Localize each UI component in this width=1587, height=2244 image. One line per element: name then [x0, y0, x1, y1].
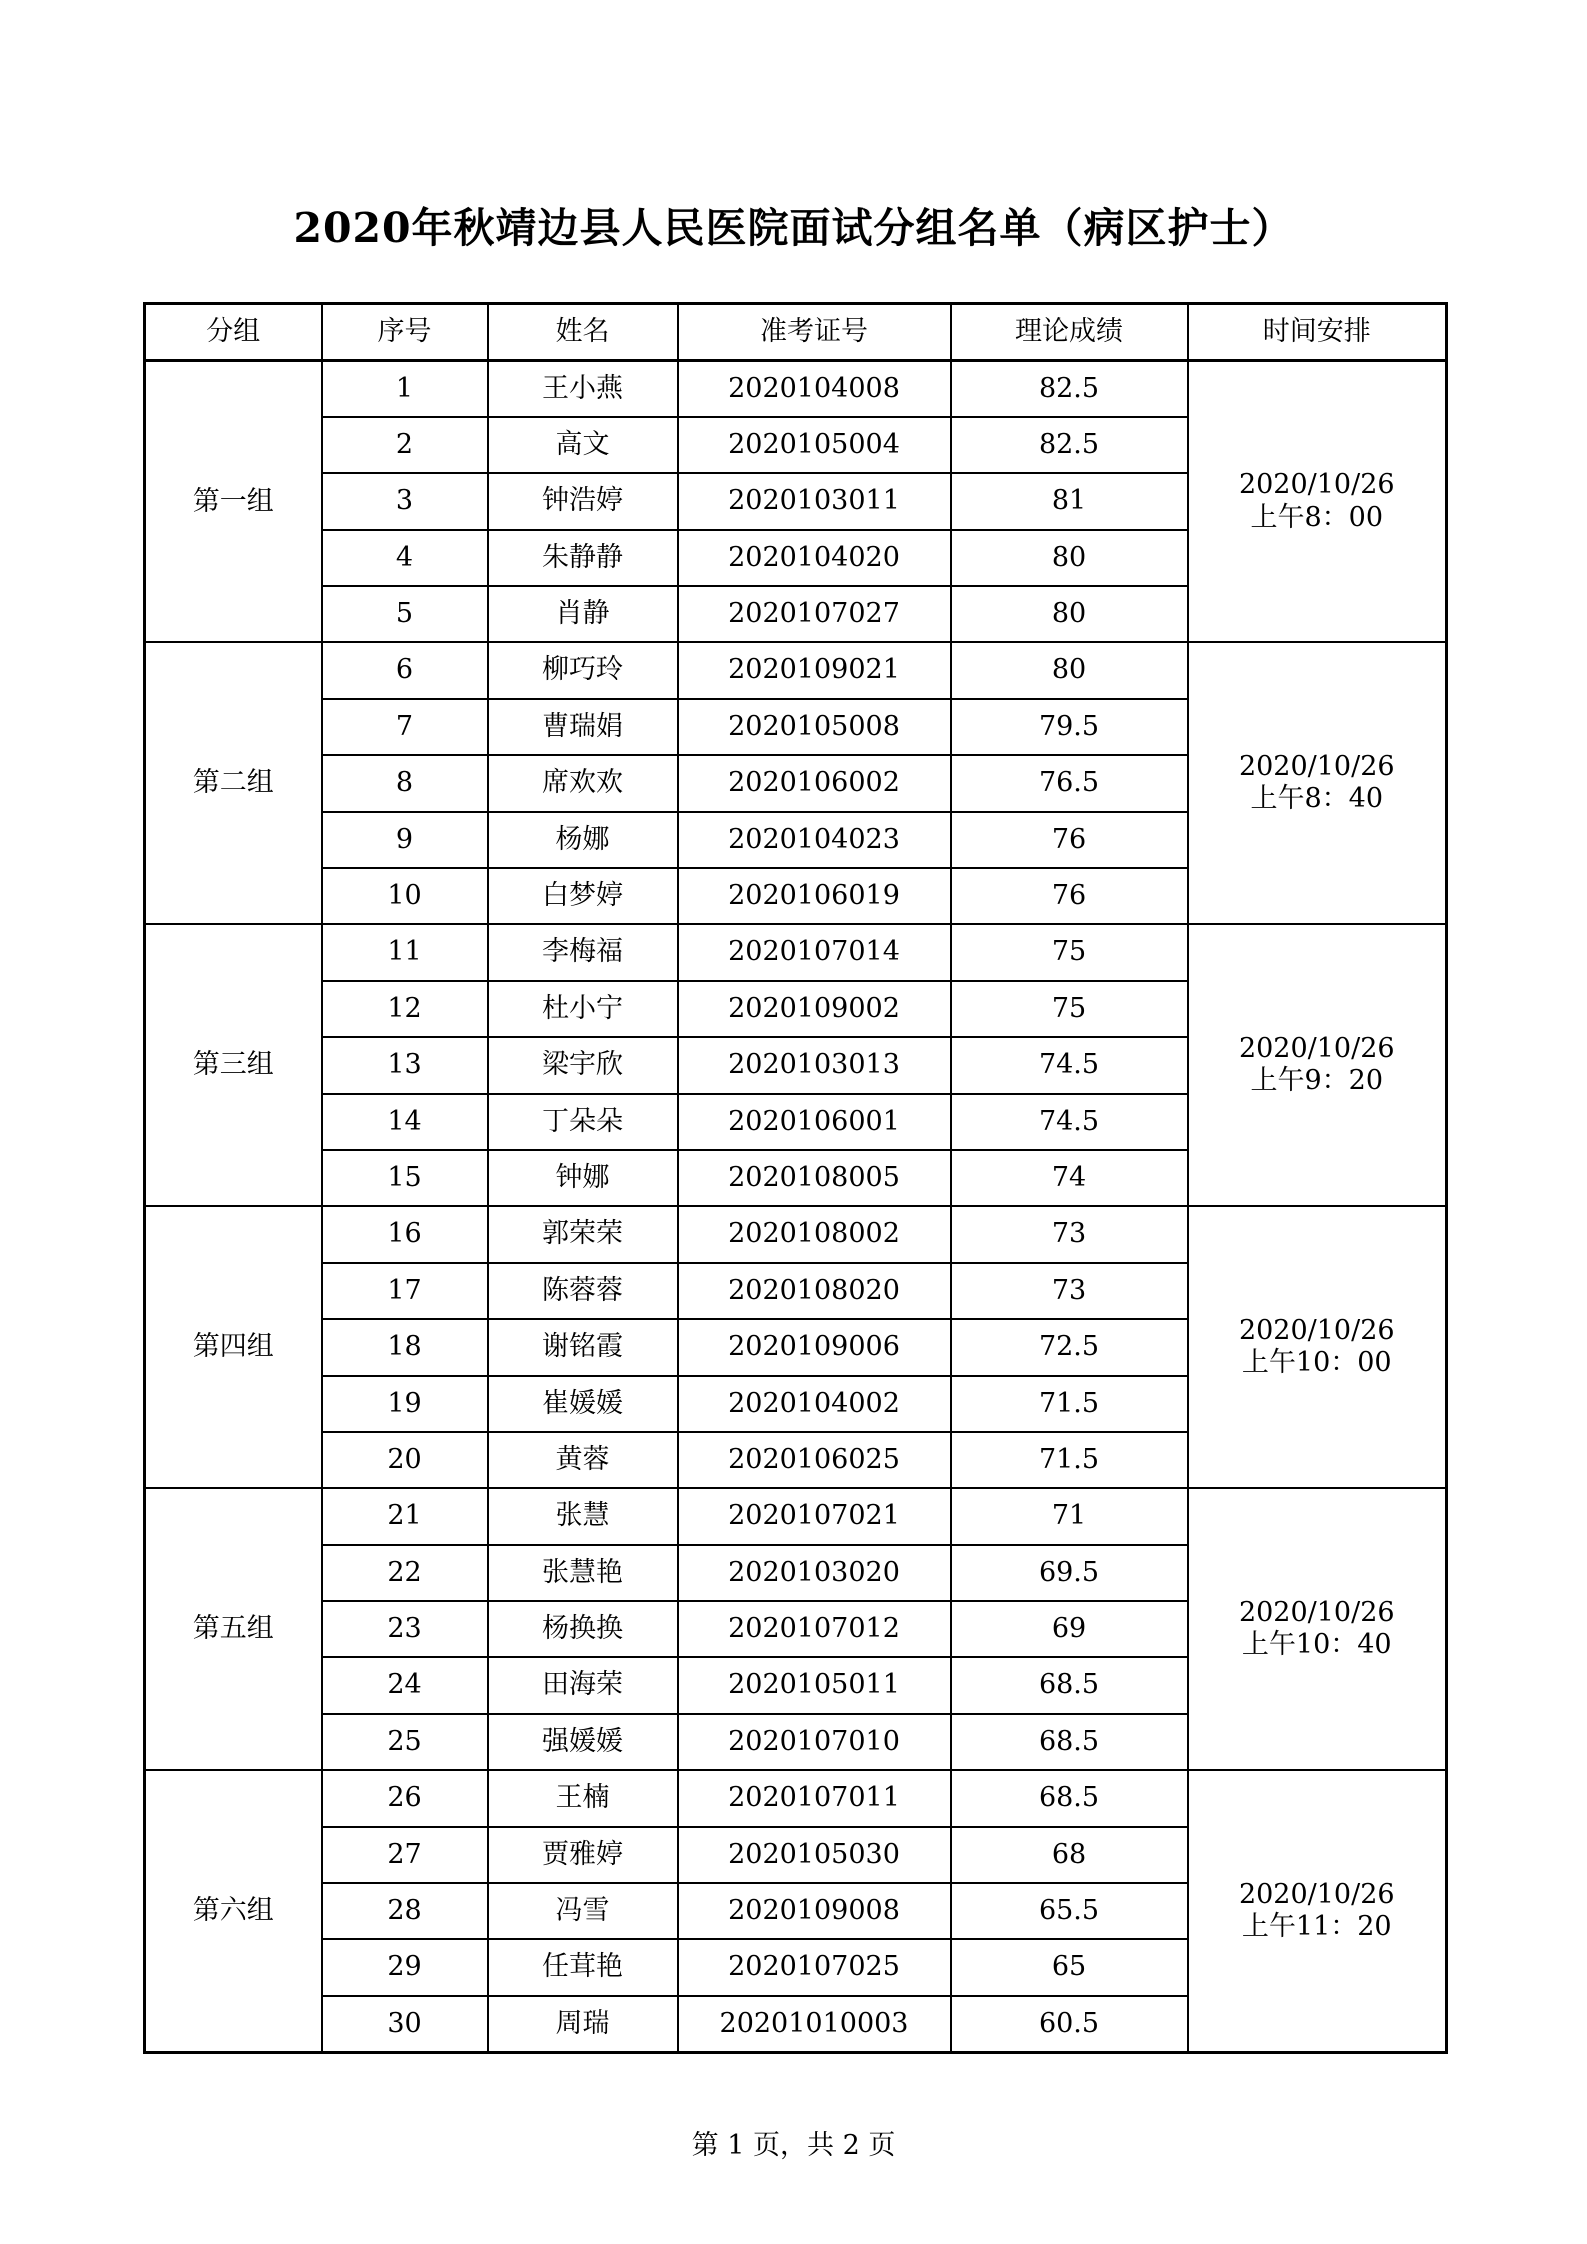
header-exam-id: 准考证号 [678, 304, 951, 361]
header-group: 分组 [145, 304, 322, 361]
score-cell: 80 [951, 642, 1188, 698]
exam-id-cell: 2020104002 [678, 1376, 951, 1432]
exam-id-cell: 2020105011 [678, 1657, 951, 1713]
exam-id-cell: 2020109008 [678, 1883, 951, 1939]
candidate-name-cell: 丁朵朵 [488, 1094, 678, 1150]
group-name-cell: 第六组 [145, 1770, 322, 2052]
score-cell: 68.5 [951, 1770, 1188, 1826]
schedule-date: 2020/10/26 [1238, 1314, 1395, 1346]
header-number: 序号 [322, 304, 488, 361]
row-number-cell: 15 [322, 1150, 488, 1206]
schedule-date: 2020/10/26 [1238, 469, 1395, 501]
exam-id-cell: 2020105030 [678, 1827, 951, 1883]
table-row [145, 642, 1447, 698]
score-cell: 80 [951, 530, 1188, 586]
exam-id-cell: 2020108002 [678, 1206, 951, 1262]
header-schedule: 时间安排 [1188, 304, 1447, 361]
row-number-cell: 6 [322, 642, 488, 698]
candidate-name-cell: 柳巧玲 [488, 642, 678, 698]
row-number-cell: 11 [322, 924, 488, 980]
candidate-name-cell: 强媛媛 [488, 1714, 678, 1770]
score-cell: 69 [951, 1601, 1188, 1657]
schedule-cell [1188, 361, 1447, 643]
candidate-name-cell: 周瑞 [488, 1996, 678, 2052]
score-cell: 75 [951, 924, 1188, 980]
schedule-date: 2020/10/26 [1238, 1032, 1395, 1064]
exam-id-cell: 20201010003 [678, 1996, 951, 2052]
candidate-name-cell: 张慧 [488, 1488, 678, 1544]
candidate-name-cell: 梁宇欣 [488, 1037, 678, 1093]
row-number-cell: 30 [322, 1996, 488, 2052]
schedule-time: 上午8：40 [1250, 783, 1384, 815]
table-row [145, 1206, 1447, 1262]
candidate-name-cell: 王楠 [488, 1770, 678, 1826]
score-cell: 75 [951, 981, 1188, 1037]
table-body [145, 361, 1447, 2053]
row-number-cell: 23 [322, 1601, 488, 1657]
row-number-cell: 19 [322, 1376, 488, 1432]
row-number-cell: 8 [322, 755, 488, 811]
score-cell: 71 [951, 1488, 1188, 1544]
score-cell: 71.5 [951, 1432, 1188, 1488]
schedule-date: 2020/10/26 [1238, 1596, 1395, 1628]
exam-id-cell: 2020107014 [678, 924, 951, 980]
candidate-name-cell: 李梅福 [488, 924, 678, 980]
row-number-cell: 4 [322, 530, 488, 586]
candidate-name-cell: 贾雅婷 [488, 1827, 678, 1883]
exam-id-cell: 2020107021 [678, 1488, 951, 1544]
header-score: 理论成绩 [951, 304, 1188, 361]
candidate-name-cell: 肖静 [488, 586, 678, 642]
group-name-cell: 第一组 [145, 361, 322, 643]
exam-id-cell: 2020106019 [678, 868, 951, 924]
candidate-name-cell: 黄蓉 [488, 1432, 678, 1488]
row-number-cell: 5 [322, 586, 488, 642]
group-name-cell: 第三组 [145, 924, 322, 1206]
score-cell: 71.5 [951, 1376, 1188, 1432]
candidate-name-cell: 冯雪 [488, 1883, 678, 1939]
score-cell: 79.5 [951, 699, 1188, 755]
exam-id-cell: 2020107025 [678, 1939, 951, 1995]
candidate-name-cell: 高文 [488, 417, 678, 473]
schedule-time: 上午9：20 [1250, 1065, 1384, 1097]
exam-id-cell: 2020105004 [678, 417, 951, 473]
schedule-date: 2020/10/26 [1238, 1878, 1395, 1910]
exam-id-cell: 2020103020 [678, 1545, 951, 1601]
interview-group-table [143, 302, 1448, 2054]
candidate-name-cell: 张慧艳 [488, 1545, 678, 1601]
exam-id-cell: 2020109021 [678, 642, 951, 698]
exam-id-cell: 2020105008 [678, 699, 951, 755]
row-number-cell: 13 [322, 1037, 488, 1093]
candidate-name-cell: 田海荣 [488, 1657, 678, 1713]
table-row [145, 924, 1447, 980]
exam-id-cell: 2020107010 [678, 1714, 951, 1770]
exam-id-cell: 2020106002 [678, 755, 951, 811]
row-number-cell: 2 [322, 417, 488, 473]
schedule-cell [1188, 1206, 1447, 1488]
schedule-time: 上午8：00 [1250, 501, 1384, 533]
table-row [145, 361, 1447, 417]
header-name: 姓名 [488, 304, 678, 361]
exam-id-cell: 2020107012 [678, 1601, 951, 1657]
row-number-cell: 25 [322, 1714, 488, 1770]
score-cell: 68.5 [951, 1657, 1188, 1713]
row-number-cell: 22 [322, 1545, 488, 1601]
page-footer: 第 1 页，共 2 页 [691, 2130, 896, 2161]
row-number-cell: 16 [322, 1206, 488, 1262]
row-number-cell: 3 [322, 473, 488, 529]
score-cell: 76 [951, 812, 1188, 868]
row-number-cell: 17 [322, 1263, 488, 1319]
candidate-name-cell: 曹瑞娟 [488, 699, 678, 755]
score-cell: 72.5 [951, 1319, 1188, 1375]
candidate-name-cell: 杨换换 [488, 1601, 678, 1657]
candidate-name-cell: 钟娜 [488, 1150, 678, 1206]
exam-id-cell: 2020103011 [678, 473, 951, 529]
exam-id-cell: 2020108020 [678, 1263, 951, 1319]
score-cell: 76 [951, 868, 1188, 924]
schedule-time: 上午11：20 [1241, 1910, 1392, 1942]
candidate-name-cell: 席欢欢 [488, 755, 678, 811]
schedule-cell [1188, 1488, 1447, 1770]
schedule-time: 上午10：40 [1241, 1629, 1392, 1661]
score-cell: 65 [951, 1939, 1188, 1995]
exam-id-cell: 2020104020 [678, 530, 951, 586]
candidate-name-cell: 王小燕 [488, 361, 678, 417]
row-number-cell: 26 [322, 1770, 488, 1826]
table-row [145, 1488, 1447, 1544]
score-cell: 80 [951, 586, 1188, 642]
exam-id-cell: 2020103013 [678, 1037, 951, 1093]
score-cell: 74.5 [951, 1037, 1188, 1093]
exam-id-cell: 2020109006 [678, 1319, 951, 1375]
score-cell: 82.5 [951, 417, 1188, 473]
group-name-cell: 第二组 [145, 642, 322, 924]
row-number-cell: 1 [322, 361, 488, 417]
exam-id-cell: 2020106001 [678, 1094, 951, 1150]
score-cell: 81 [951, 473, 1188, 529]
score-cell: 69.5 [951, 1545, 1188, 1601]
candidate-name-cell: 白梦婷 [488, 868, 678, 924]
row-number-cell: 9 [322, 812, 488, 868]
row-number-cell: 14 [322, 1094, 488, 1150]
exam-id-cell: 2020107011 [678, 1770, 951, 1826]
score-cell: 82.5 [951, 361, 1188, 417]
exam-id-cell: 2020104008 [678, 361, 951, 417]
score-cell: 65.5 [951, 1883, 1188, 1939]
candidate-name-cell: 任茸艳 [488, 1939, 678, 1995]
exam-id-cell: 2020106025 [678, 1432, 951, 1488]
table-row [145, 1770, 1447, 1826]
candidate-name-cell: 崔媛媛 [488, 1376, 678, 1432]
candidate-name-cell: 杜小宁 [488, 981, 678, 1037]
exam-id-cell: 2020104023 [678, 812, 951, 868]
row-number-cell: 24 [322, 1657, 488, 1713]
row-number-cell: 10 [322, 868, 488, 924]
row-number-cell: 18 [322, 1319, 488, 1375]
group-name-cell: 第五组 [145, 1488, 322, 1770]
schedule-cell [1188, 1770, 1447, 2052]
row-number-cell: 28 [322, 1883, 488, 1939]
schedule-cell [1188, 924, 1447, 1206]
score-cell: 60.5 [951, 1996, 1188, 2052]
document-title: 2020年秋靖边县人民医院面试分组名单（病区护士） [293, 204, 1294, 252]
score-cell: 74 [951, 1150, 1188, 1206]
score-cell: 73 [951, 1263, 1188, 1319]
candidate-name-cell: 朱静静 [488, 530, 678, 586]
score-cell: 74.5 [951, 1094, 1188, 1150]
row-number-cell: 27 [322, 1827, 488, 1883]
score-cell: 68 [951, 1827, 1188, 1883]
schedule-cell [1188, 642, 1447, 924]
candidate-name-cell: 陈蓉蓉 [488, 1263, 678, 1319]
candidate-name-cell: 谢铭霞 [488, 1319, 678, 1375]
row-number-cell: 12 [322, 981, 488, 1037]
row-number-cell: 21 [322, 1488, 488, 1544]
candidate-name-cell: 杨娜 [488, 812, 678, 868]
score-cell: 76.5 [951, 755, 1188, 811]
group-name-cell: 第四组 [145, 1206, 322, 1488]
score-cell: 68.5 [951, 1714, 1188, 1770]
schedule-date: 2020/10/26 [1238, 751, 1395, 783]
row-number-cell: 7 [322, 699, 488, 755]
row-number-cell: 20 [322, 1432, 488, 1488]
exam-id-cell: 2020107027 [678, 586, 951, 642]
candidate-name-cell: 钟浩婷 [488, 473, 678, 529]
schedule-time: 上午10：00 [1241, 1347, 1392, 1379]
candidate-name-cell: 郭荣荣 [488, 1206, 678, 1262]
table-header-row [145, 304, 1447, 361]
exam-id-cell: 2020108005 [678, 1150, 951, 1206]
row-number-cell: 29 [322, 1939, 488, 1995]
exam-id-cell: 2020109002 [678, 981, 951, 1037]
score-cell: 73 [951, 1206, 1188, 1262]
